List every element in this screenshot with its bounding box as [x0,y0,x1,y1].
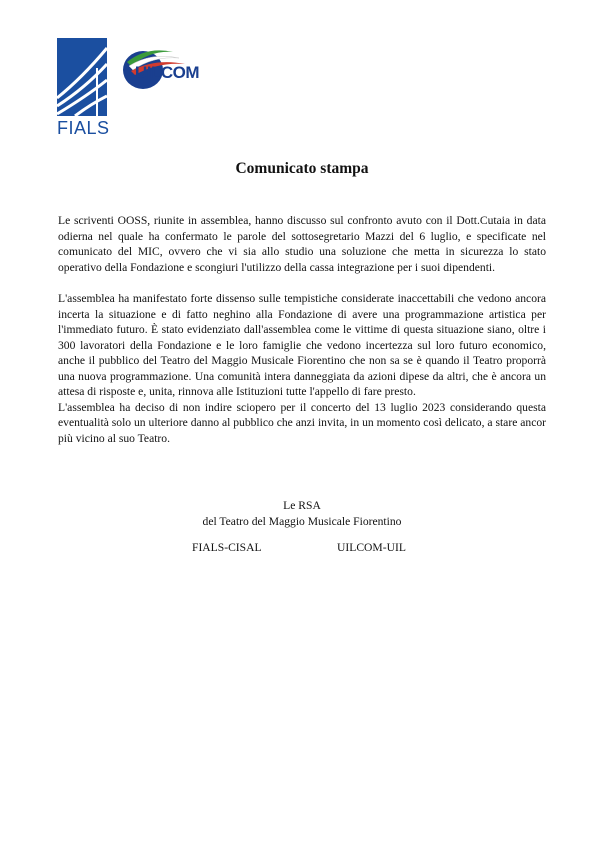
press-release-body [58,213,546,446]
signature-org-right: UILCOM-UIL [337,541,406,554]
signature-line-2: del Teatro del Maggio Musicale Fiorentino [202,514,402,528]
signature-block [0,498,604,529]
signature-line-1: Le RSA [283,499,321,512]
uilcom-logo [121,46,211,92]
fials-label: FIALS [57,118,110,138]
fials-logo [57,38,109,138]
uilcom-label: UILCOM [135,63,200,82]
paragraph-2: L'assemblea ha manifestato forte dissenso sulle tempistiche considerate inaccettabili che vedono ancora incerta la situazione e di fatto neghino alla Fondazione di avere una programmazione artistica per l'immediato futuro. È stato evidenziato dall'assemblea come le vittime di questa situazione siano, oltre i 300 lavoratori della Fondazione e le loro famiglie che vedono incertezza sul loro futuro economico, anche il pubblico del Teatro del Maggio Musicale Fiorentino che non sa se è quando il Teatro proporrà una nuova programmazione. Una comunità intera danneggiata da azioni dipese da altri, che è ancora un attesa di risposte e, unita, rinnova alle Istituzioni tutte l'appello di fare presto. [58,292,546,398]
paragraph-3: L'assemblea ha deciso di non indire sciopero per il concerto del 13 luglio 2023 considerando questa eventualità solo un ulteriore danno al pubblico che anzi invita, in un momento così delicato, a stare ancor più vicino al suo Teatro. [58,400,546,445]
paragraph-1: Le scriventi OOSS, riunite in assemblea, hanno discusso sul confronto avuto con il Dott.Cutaia in data odierna nel quale ha confermato le parole del sottosegretario Mazzi del 6 luglio, e specificate nel comunicato del MIC, ovvero che vi sia allo studio una soluzione che metta in sicurezza lo stato operativo della Fondazione e scongiuri l'utilizzo della cassa integrazione per i suoi dipendenti. [58,214,546,274]
page-title: Comunicato stampa [235,160,369,177]
signature-org-left: FIALS-CISAL [192,541,262,554]
fials-emblem-icon [57,38,107,116]
